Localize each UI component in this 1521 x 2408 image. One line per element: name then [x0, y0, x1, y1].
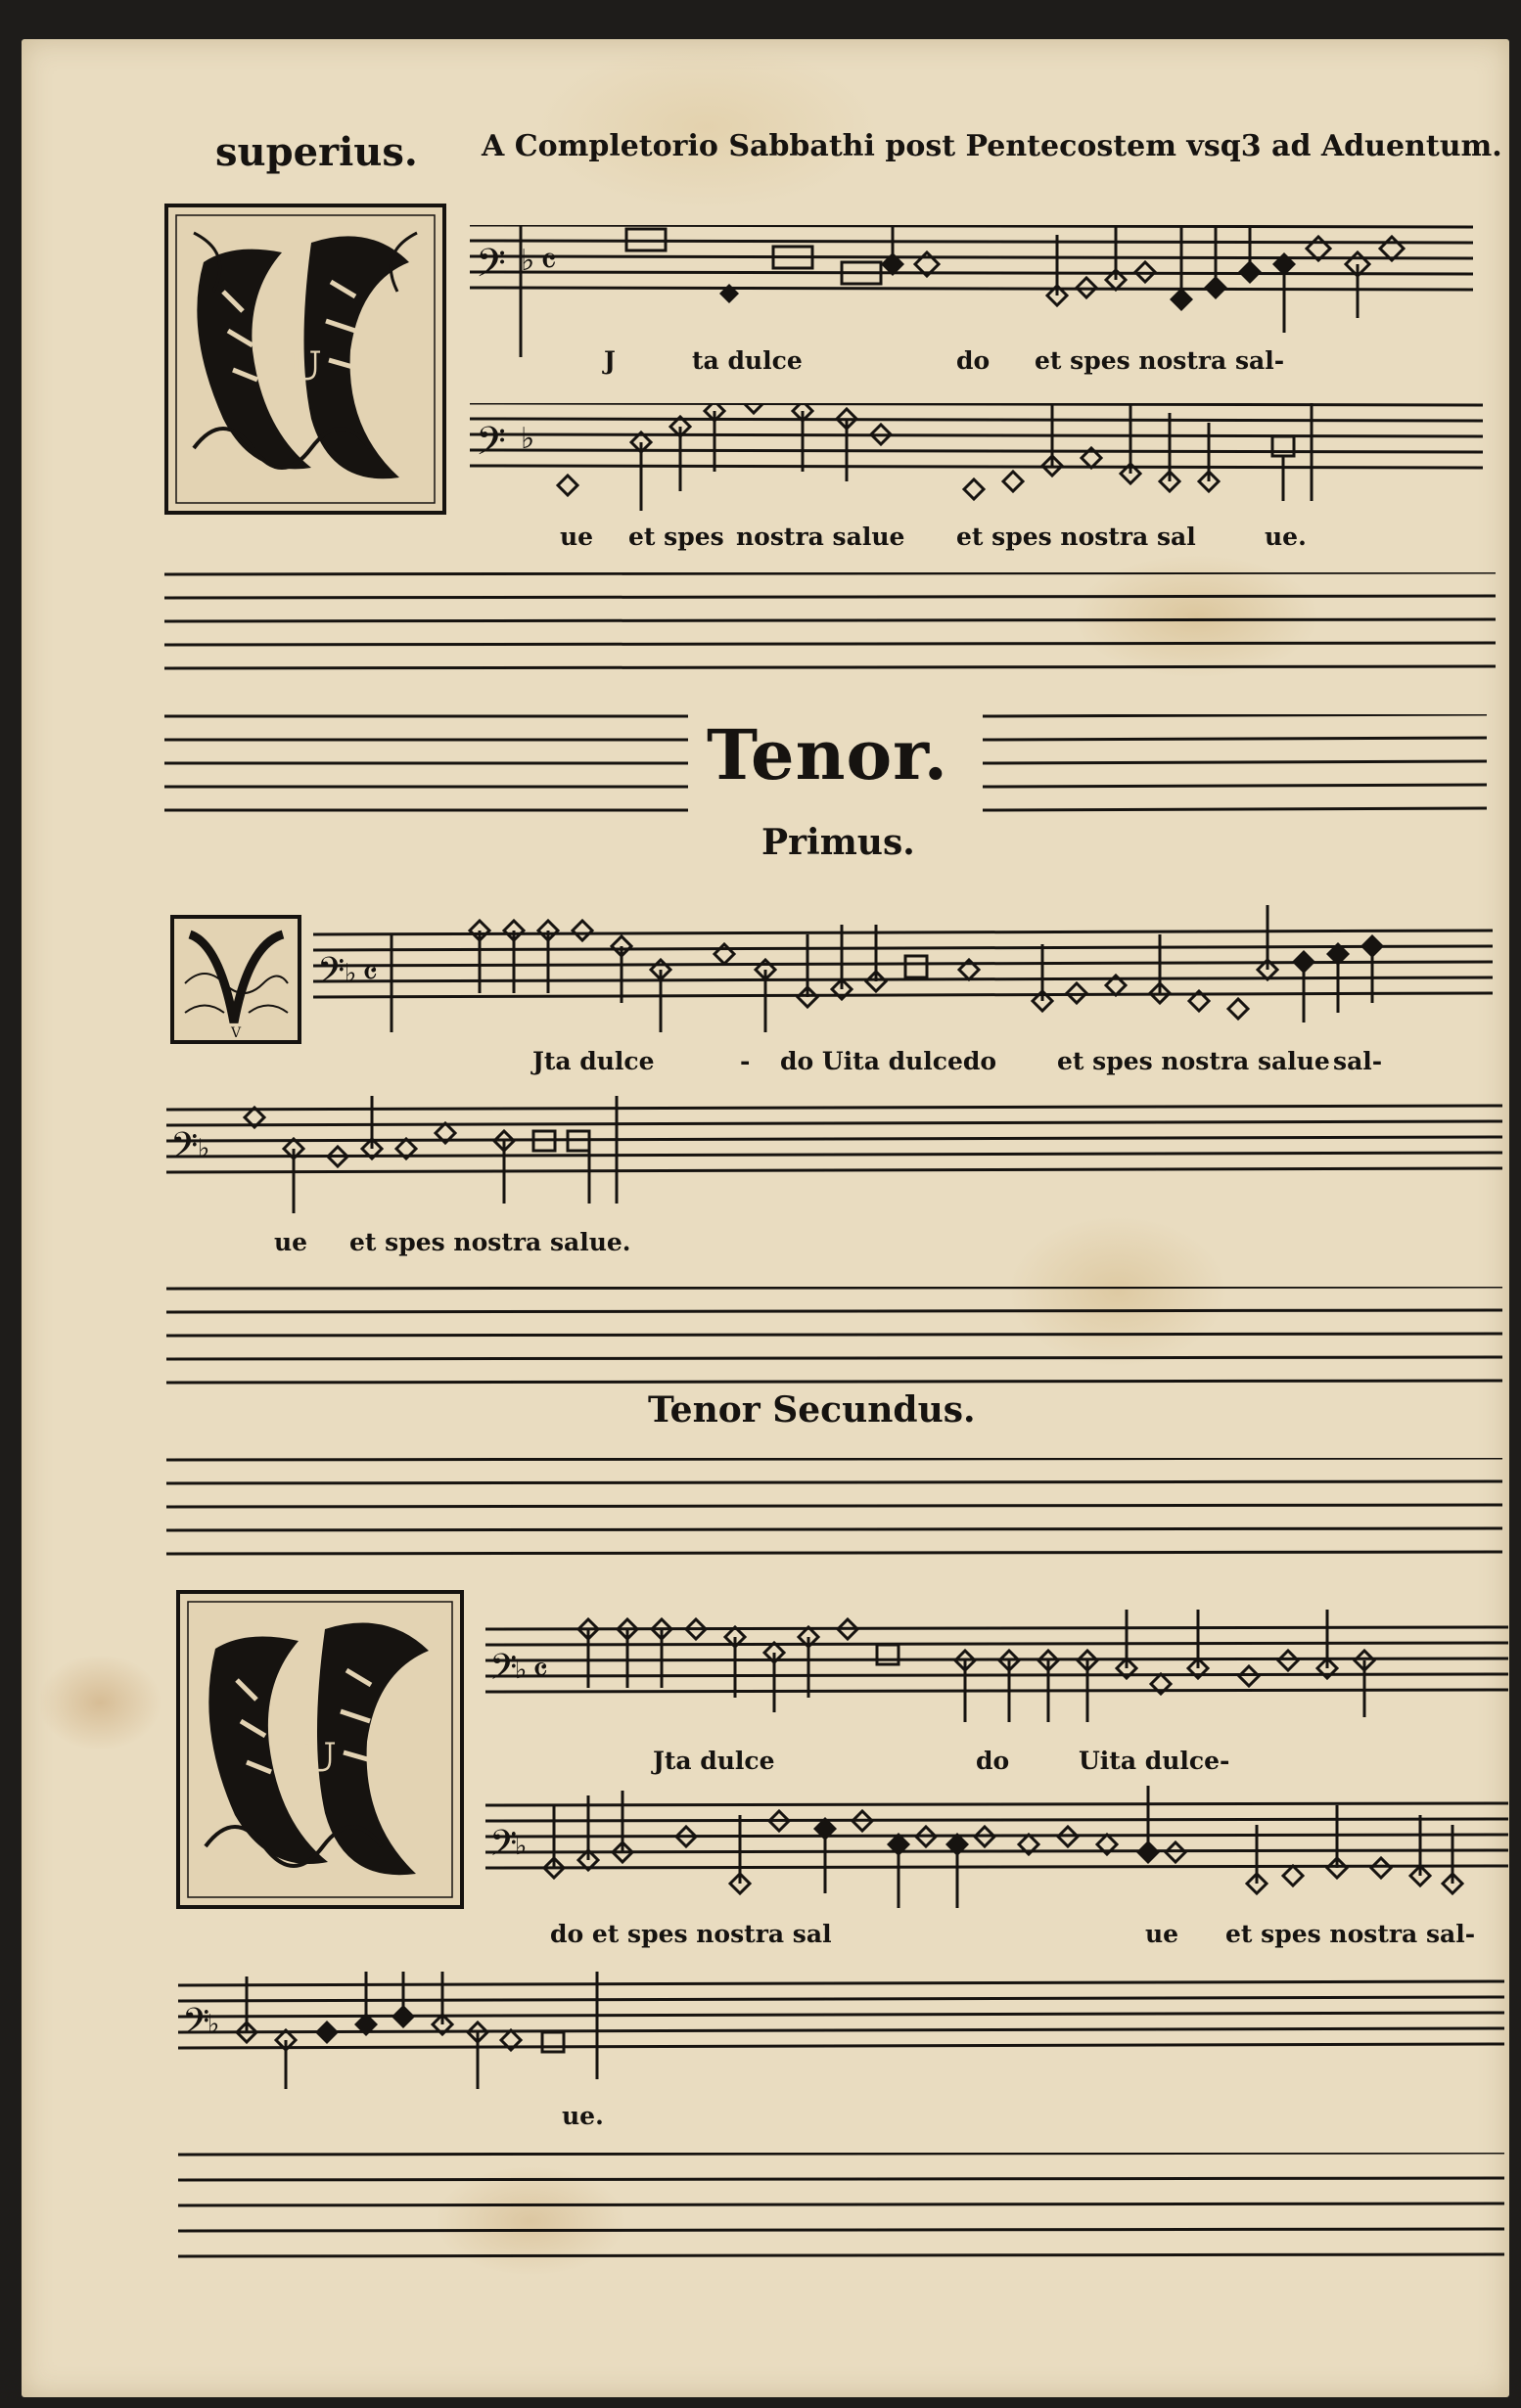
lyric-primus-1e: sal-	[1333, 1047, 1383, 1075]
empty-staff-3	[166, 1458, 1507, 1566]
music-staff-superius-2	[470, 403, 1488, 511]
lyric-secundus-2a: do et spes nostra sal	[550, 1920, 832, 1948]
empty-staff-1	[164, 572, 1500, 680]
lyric-superius-2e: ue.	[1265, 522, 1307, 551]
lyric-superius-1c: do	[956, 346, 991, 375]
lyric-primus-1d: et spes nostra salue	[1057, 1047, 1330, 1075]
voice-label-superius: superius.	[215, 129, 418, 175]
woodcut-initial-primus	[170, 915, 301, 1044]
svg-text:𝄴: 𝄴	[532, 1651, 549, 1691]
initial-letter-primus: V	[230, 1025, 242, 1041]
flank-staff-left	[164, 714, 693, 822]
music-staff-primus-2	[166, 1096, 1507, 1223]
music-staff-secundus-2	[485, 1786, 1513, 1923]
svg-text:𝄢: 𝄢	[476, 241, 506, 295]
lyric-secundus-1a: Jta dulce	[653, 1747, 775, 1775]
lyric-superius-2c: nostra salue	[736, 522, 905, 551]
svg-text:♭: ♭	[207, 2010, 220, 2039]
music-staff-secundus-1	[485, 1600, 1513, 1737]
empty-staff-2	[166, 1287, 1507, 1394]
lyric-primus-2a: ue	[274, 1228, 308, 1256]
lyric-primus-2b: et spes nostra salue.	[349, 1228, 631, 1256]
music-staff-secundus-3	[178, 1972, 1509, 2099]
svg-text:𝄢: 𝄢	[489, 1647, 518, 1697]
flank-staff-right	[983, 714, 1492, 822]
lyric-superius-1b: ta dulce	[692, 346, 803, 375]
lyric-superius-1d: et spes nostra sal-	[1035, 346, 1285, 375]
svg-text:𝄢: 𝄢	[182, 2001, 210, 2051]
svg-text:𝄴: 𝄴	[362, 954, 379, 994]
svg-text:♭: ♭	[515, 1832, 528, 1861]
svg-text:♭: ♭	[521, 244, 535, 278]
lyric-superius-2b: et spes	[628, 522, 724, 551]
svg-text:♭: ♭	[198, 1134, 210, 1163]
lyric-superius-2a: ue	[560, 522, 594, 551]
empty-staff-4	[178, 2153, 1509, 2265]
primus-label: Primus.	[761, 822, 915, 863]
lyric-secundus-1b: do	[976, 1747, 1010, 1775]
svg-text:𝄢: 𝄢	[489, 1823, 518, 1873]
lyric-superius-1a: J	[604, 346, 616, 375]
svg-text:𝄢: 𝄢	[170, 1125, 199, 1175]
svg-text:𝄴: 𝄴	[540, 240, 557, 283]
lyric-superius-2d: et spes nostra sal	[956, 522, 1196, 551]
lyric-secundus-2c: et spes nostra sal-	[1225, 1920, 1476, 1948]
lyric-primus-1b: -	[740, 1047, 751, 1075]
lyric-secundus-1c: Uita dulce-	[1079, 1747, 1230, 1775]
rubric-heading: A Completorio Sabbathi post Pentecostem vsq3 ad Aduentum.	[482, 129, 1502, 163]
lyric-primus-1c: do Uita dulcedo	[780, 1047, 997, 1075]
lyric-primus-1a: Jta dulce	[532, 1047, 655, 1075]
lyric-secundus-2b: ue	[1145, 1920, 1179, 1948]
woodcut-initial-secundus	[176, 1590, 464, 1909]
initial-letter-secundus: U	[303, 1736, 337, 1781]
svg-text:♭: ♭	[521, 422, 535, 456]
svg-text:♭: ♭	[515, 1656, 528, 1685]
lyric-secundus-3a: ue.	[562, 2102, 604, 2130]
initial-letter-superius: U	[289, 344, 322, 389]
tenor-secundus-label: Tenor Secundus.	[648, 1389, 976, 1431]
svg-text:𝄢: 𝄢	[476, 419, 506, 474]
tenor-heading: Tenor.	[707, 714, 949, 795]
svg-text:𝄢: 𝄢	[317, 950, 346, 1000]
woodcut-initial-superius	[164, 204, 446, 515]
music-staff-primus-1	[313, 895, 1498, 1042]
folio-page	[22, 39, 1509, 2397]
svg-text:♭: ♭	[345, 959, 357, 988]
